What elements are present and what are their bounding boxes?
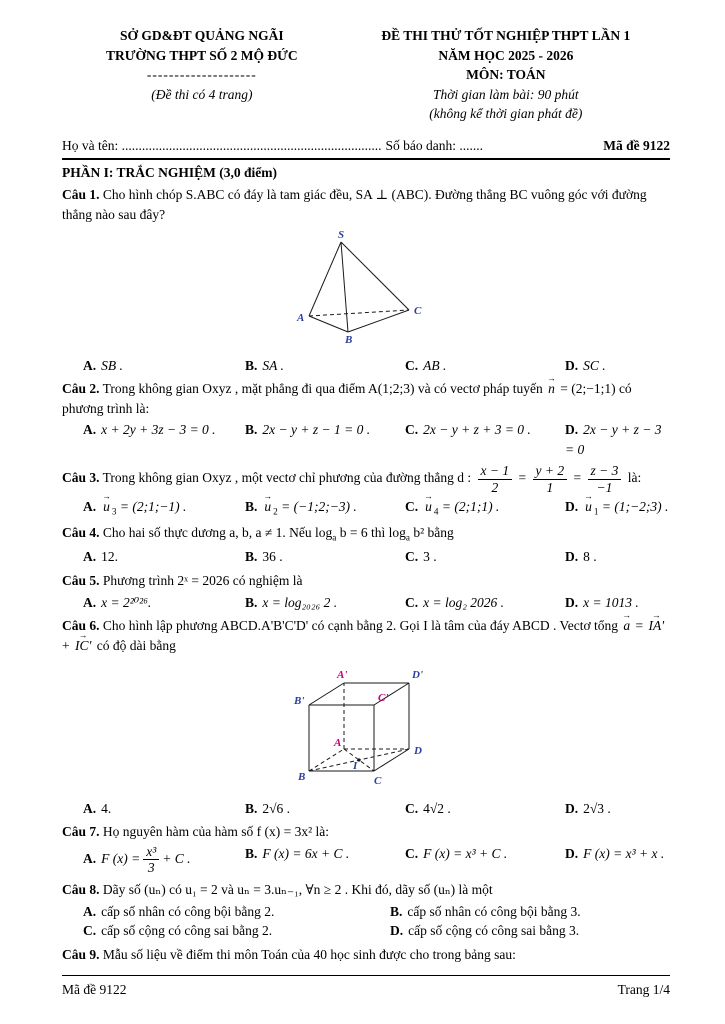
option-letter: D. bbox=[565, 357, 579, 373]
vector-n: → n bbox=[548, 379, 555, 399]
option-text: x = log₂₀₂₆ 2 . bbox=[262, 594, 338, 610]
question-8-options bbox=[62, 902, 670, 941]
footer-exam-code: Mã đề 9122 bbox=[62, 982, 127, 998]
option-letter: C. bbox=[405, 549, 419, 565]
fraction bbox=[143, 844, 159, 876]
candidate-number-label: Số báo danh: ....... bbox=[385, 137, 483, 153]
log-base: a bbox=[405, 533, 410, 544]
question-4 bbox=[62, 523, 670, 545]
q7-option-c bbox=[405, 844, 565, 876]
question-3-label: Câu 3. bbox=[62, 470, 100, 486]
vector-IA-prime: → IA' bbox=[649, 616, 665, 636]
option-letter: C. bbox=[83, 923, 97, 939]
option-text: SA . bbox=[262, 357, 284, 373]
option-text: x + 2y + 3z − 3 = 0 . bbox=[101, 422, 216, 438]
page-footer bbox=[62, 975, 670, 1000]
option-letter: A. bbox=[83, 499, 97, 515]
option-letter: B. bbox=[245, 594, 258, 610]
option-letter: D. bbox=[565, 594, 579, 610]
question-6-label: Câu 6. bbox=[62, 618, 100, 634]
option-letter: A. bbox=[83, 800, 97, 816]
q6-option-d bbox=[565, 799, 670, 819]
option-text: 12. bbox=[101, 549, 118, 565]
figure-cube bbox=[62, 659, 670, 795]
cube-label-I: I bbox=[352, 760, 357, 773]
equals-sign: = bbox=[518, 470, 527, 486]
pyramid-edges bbox=[309, 242, 409, 332]
option-text: F (x) = x³ + x . bbox=[583, 845, 665, 861]
equals: = bbox=[632, 618, 647, 634]
option-letter: B. bbox=[245, 549, 258, 565]
cube-label-A: A bbox=[333, 737, 341, 750]
vector-u: → u bbox=[103, 497, 110, 517]
option-text-post: + C . bbox=[162, 851, 191, 867]
question-9-body: Mẫu số liệu về điểm thi môn Toán của 40 học sinh được cho trong bảng sau: bbox=[102, 946, 516, 962]
question-2-label: Câu 2. bbox=[62, 381, 100, 397]
option-text: cấp số cộng có công sai bằng 2. bbox=[101, 923, 273, 939]
subject: MÔN: TOÁN bbox=[466, 67, 546, 83]
q6-option-c bbox=[405, 799, 565, 819]
footer-page-number: Trang 1/4 bbox=[617, 982, 670, 998]
option-text: cấp số nhân có công bội bằng 2. bbox=[101, 903, 275, 919]
vector-subscript: 1 bbox=[593, 507, 599, 518]
pyramid-svg bbox=[291, 228, 441, 346]
q5-option-a bbox=[83, 593, 245, 613]
q2-option-c bbox=[405, 420, 565, 459]
page-count-note: (Đề thi có 4 trang) bbox=[151, 86, 253, 102]
pyramid-label-B: B bbox=[345, 334, 353, 347]
header bbox=[62, 26, 670, 124]
question-4-options bbox=[62, 547, 670, 567]
question-8-body: Dãy số (uₙ) có u₁ = 2 và uₙ = 3.uₙ₋₁, ∀n ≥ 2 . Khi đó, dãy số (uₙ) là một bbox=[102, 882, 493, 897]
section-1-heading: PHẦN I: TRẮC NGHIỆM (3,0 điểm) bbox=[62, 165, 277, 181]
question-4-body-2: b = 6 thì log bbox=[336, 525, 406, 541]
option-text: x = log₂ 2026 . bbox=[423, 594, 505, 610]
cube-label-D-prime: D' bbox=[411, 669, 423, 682]
question-9 bbox=[62, 945, 670, 965]
question-5-body: Phương trình 2ˣ = 2026 có nghiệm là bbox=[102, 573, 303, 589]
q6-option-b bbox=[245, 799, 405, 819]
option-letter: A. bbox=[83, 903, 97, 919]
vector-IC-prime: → IC' bbox=[75, 636, 91, 656]
question-4-label: Câu 4. bbox=[62, 525, 100, 541]
q8-option-c bbox=[83, 921, 390, 941]
question-5 bbox=[62, 571, 670, 591]
q2-option-d bbox=[565, 420, 670, 459]
exam-code-badge: Mã đề 9122 bbox=[603, 137, 670, 153]
figure-pyramid bbox=[62, 228, 670, 352]
question-6 bbox=[62, 616, 670, 655]
q5-option-b bbox=[245, 593, 405, 613]
question-8 bbox=[62, 880, 670, 900]
option-letter: B. bbox=[390, 903, 403, 919]
question-1-options bbox=[62, 356, 670, 376]
q8-option-b bbox=[390, 902, 670, 922]
pyramid-label-C: C bbox=[414, 305, 422, 318]
pyramid-label-S: S bbox=[338, 229, 345, 242]
question-3-body-2: là: bbox=[627, 470, 642, 486]
vector-subscript: 2 bbox=[273, 507, 278, 518]
cube-label-A-prime: A' bbox=[336, 669, 347, 682]
question-7-label: Câu 7. bbox=[62, 824, 100, 840]
duration-subnote: (không kể thời gian phát đề) bbox=[429, 106, 583, 122]
q7-option-d bbox=[565, 844, 670, 876]
question-3-options bbox=[62, 497, 670, 519]
option-text: 2x − y + z − 1 = 0 . bbox=[262, 422, 371, 438]
question-2-body-2: = (2;−1;1) có phương trình là: bbox=[62, 381, 632, 416]
q1-option-c bbox=[405, 356, 565, 376]
question-7-options bbox=[62, 844, 670, 876]
option-letter: A. bbox=[83, 422, 97, 438]
q3-option-d bbox=[565, 497, 670, 519]
option-text: F (x) = 6x + C . bbox=[262, 845, 350, 861]
option-letter: D. bbox=[390, 923, 404, 939]
option-text: 4. bbox=[101, 800, 112, 816]
option-letter: A. bbox=[83, 851, 97, 867]
cube-solid-edges bbox=[309, 683, 409, 771]
vector-u: → u bbox=[585, 497, 592, 517]
option-letter: B. bbox=[245, 422, 258, 438]
fraction-numerator: y + 2 bbox=[533, 463, 568, 480]
q8-option-d bbox=[390, 921, 670, 941]
fraction-numerator: x − 1 bbox=[478, 463, 513, 480]
fraction-1 bbox=[478, 463, 513, 495]
vector-subscript: 4 bbox=[433, 507, 439, 518]
fraction-2 bbox=[533, 463, 568, 495]
pyramid-label-A: A bbox=[297, 312, 305, 325]
header-left bbox=[62, 26, 342, 124]
option-letter: D. bbox=[565, 800, 579, 816]
divider-rule bbox=[62, 158, 670, 160]
fraction-numerator: x³ bbox=[143, 844, 159, 861]
question-9-label: Câu 9. bbox=[62, 946, 100, 962]
question-4-body-1: Cho hai số thực dương a, b, a ≠ 1. Nếu log bbox=[102, 525, 333, 541]
q3-option-a bbox=[83, 497, 245, 519]
question-1-label: Câu 1. bbox=[62, 186, 100, 202]
fraction-numerator: z − 3 bbox=[588, 463, 622, 480]
option-letter: A. bbox=[83, 594, 97, 610]
option-text: cấp số cộng có công sai bằng 3. bbox=[408, 923, 580, 939]
q7-option-a bbox=[83, 844, 245, 876]
question-2 bbox=[62, 379, 670, 418]
plus-sign: + bbox=[62, 637, 73, 653]
department-name: SỞ GD&ĐT QUẢNG NGÃI bbox=[120, 28, 284, 43]
school-year: NĂM HỌC 2025 - 2026 bbox=[438, 47, 574, 63]
option-text: x = 1013 . bbox=[583, 594, 639, 610]
question-3-body-1: Trong không gian Oxyz , một vectơ chỉ phương của đường thẳng d : bbox=[102, 470, 472, 486]
cube-label-B: B bbox=[297, 771, 305, 784]
option-letter: B. bbox=[245, 357, 258, 373]
q3-option-c bbox=[405, 497, 565, 519]
question-5-options bbox=[62, 593, 670, 613]
center-point-I bbox=[357, 759, 360, 762]
header-right bbox=[342, 26, 670, 124]
question-5-label: Câu 5. bbox=[62, 573, 100, 589]
fraction-denominator: 2 bbox=[491, 479, 499, 495]
cube-label-C: C bbox=[373, 775, 381, 788]
option-letter: C. bbox=[405, 800, 419, 816]
q1-option-d bbox=[565, 356, 670, 376]
fraction-denominator: −1 bbox=[596, 479, 613, 495]
option-text: 3 . bbox=[423, 549, 437, 565]
cube-svg bbox=[279, 659, 454, 789]
question-2-options bbox=[62, 420, 670, 459]
q4-option-d bbox=[565, 547, 670, 567]
option-text: cấp số nhân có công bội bằng 3. bbox=[407, 903, 581, 919]
log-base: a bbox=[332, 533, 337, 544]
question-6-options bbox=[62, 799, 670, 819]
option-text: 36 . bbox=[262, 549, 283, 565]
option-letter: A. bbox=[83, 357, 97, 373]
option-text: SB . bbox=[101, 357, 123, 373]
q5-option-c bbox=[405, 593, 565, 613]
question-1 bbox=[62, 185, 670, 224]
option-letter: B. bbox=[245, 800, 258, 816]
option-text: = (2;1;1) . bbox=[441, 499, 500, 515]
question-3 bbox=[62, 463, 670, 495]
dash-separator: -------------------- bbox=[146, 67, 257, 83]
cube-label-C-prime: C' bbox=[377, 692, 388, 705]
vector-a: → a bbox=[623, 616, 630, 636]
option-text: 2√3 . bbox=[583, 800, 611, 816]
vector-u: → u bbox=[425, 497, 432, 517]
exam-title: ĐỀ THI THỬ TỐT NGHIỆP THPT LẦN 1 bbox=[381, 28, 631, 43]
option-text-pre: F (x) = bbox=[101, 851, 141, 867]
option-letter: C. bbox=[405, 499, 419, 515]
option-text: 8 . bbox=[583, 549, 597, 565]
duration-note: Thời gian làm bài: 90 phút bbox=[433, 86, 579, 102]
fraction-denominator: 3 bbox=[147, 860, 155, 876]
option-letter: B. bbox=[245, 499, 258, 515]
question-2-body-1: Trong không gian Oxyz , mặt phẳng đi qua điểm A(1;2;3) và có vectơ pháp tuyến bbox=[102, 381, 543, 397]
option-text: = (1;−2;3) . bbox=[601, 499, 669, 515]
option-text: 2x − y + z + 3 = 0 . bbox=[423, 422, 531, 438]
option-text: AB . bbox=[423, 357, 447, 373]
vector-u: → u bbox=[264, 497, 271, 517]
question-7-body: Họ nguyên hàm của hàm số f (x) = 3x² là: bbox=[102, 824, 329, 840]
q3-option-b bbox=[245, 497, 405, 519]
option-text: = (−1;2;−3) . bbox=[281, 499, 357, 515]
candidate-info-row bbox=[62, 136, 670, 156]
option-letter: C. bbox=[405, 594, 419, 610]
q4-option-c bbox=[405, 547, 565, 567]
cube-label-D: D bbox=[413, 745, 422, 758]
question-1-body: Cho hình chóp S.ABC có đáy là tam giác đều, SA ⊥ (ABC). Đường thẳng BC vuông góc với đường thẳng nào sau đây? bbox=[62, 186, 647, 222]
q8-option-a bbox=[83, 902, 390, 922]
equals-sign: = bbox=[573, 470, 582, 486]
question-7 bbox=[62, 822, 670, 842]
question-4-body-3: b² bằng bbox=[409, 525, 454, 541]
option-letter: A. bbox=[83, 549, 97, 565]
question-6-body-1: Cho hình lập phương ABCD.A'B'C'D' có cạnh bằng 2. Gọi I là tâm của đáy ABCD . Vectơ tổng bbox=[102, 618, 619, 634]
q2-option-a bbox=[83, 420, 245, 459]
cube-label-B-prime: B' bbox=[293, 695, 304, 708]
question-6-body-2: có độ dài bằng bbox=[93, 637, 176, 653]
q1-option-a bbox=[83, 356, 245, 376]
option-letter: D. bbox=[565, 549, 579, 565]
option-text: 2x − y + z − 3 = 0 bbox=[565, 422, 662, 457]
option-letter: B. bbox=[245, 845, 258, 861]
vector-subscript: 3 bbox=[111, 507, 117, 518]
option-text: 2√6 . bbox=[262, 800, 291, 816]
option-text: = (2;1;−1) . bbox=[119, 499, 187, 515]
q7-option-b bbox=[245, 844, 405, 876]
option-letter: C. bbox=[405, 422, 419, 438]
option-letter: D. bbox=[565, 499, 579, 515]
q6-option-a bbox=[83, 799, 245, 819]
option-text: x = 2²⁰²⁶. bbox=[101, 594, 152, 610]
q4-option-a bbox=[83, 547, 245, 567]
option-letter: D. bbox=[565, 845, 579, 861]
question-8-label: Câu 8. bbox=[62, 882, 100, 897]
option-letter: C. bbox=[405, 357, 419, 373]
school-name: TRƯỜNG THPT SỐ 2 MỘ ĐỨC bbox=[106, 47, 298, 63]
option-text: SC . bbox=[583, 357, 606, 373]
q2-option-b bbox=[245, 420, 405, 459]
option-letter: C. bbox=[405, 845, 419, 861]
name-field-label: Họ và tên: ............................................................................. bbox=[62, 137, 382, 153]
cube-hidden-edges bbox=[309, 683, 409, 771]
q1-option-b bbox=[245, 356, 405, 376]
q4-option-b bbox=[245, 547, 405, 567]
option-text: 4√2 . bbox=[423, 800, 451, 816]
option-letter: D. bbox=[565, 422, 579, 438]
option-text: F (x) = x³ + C . bbox=[423, 845, 508, 861]
fraction-denominator: 1 bbox=[546, 479, 554, 495]
